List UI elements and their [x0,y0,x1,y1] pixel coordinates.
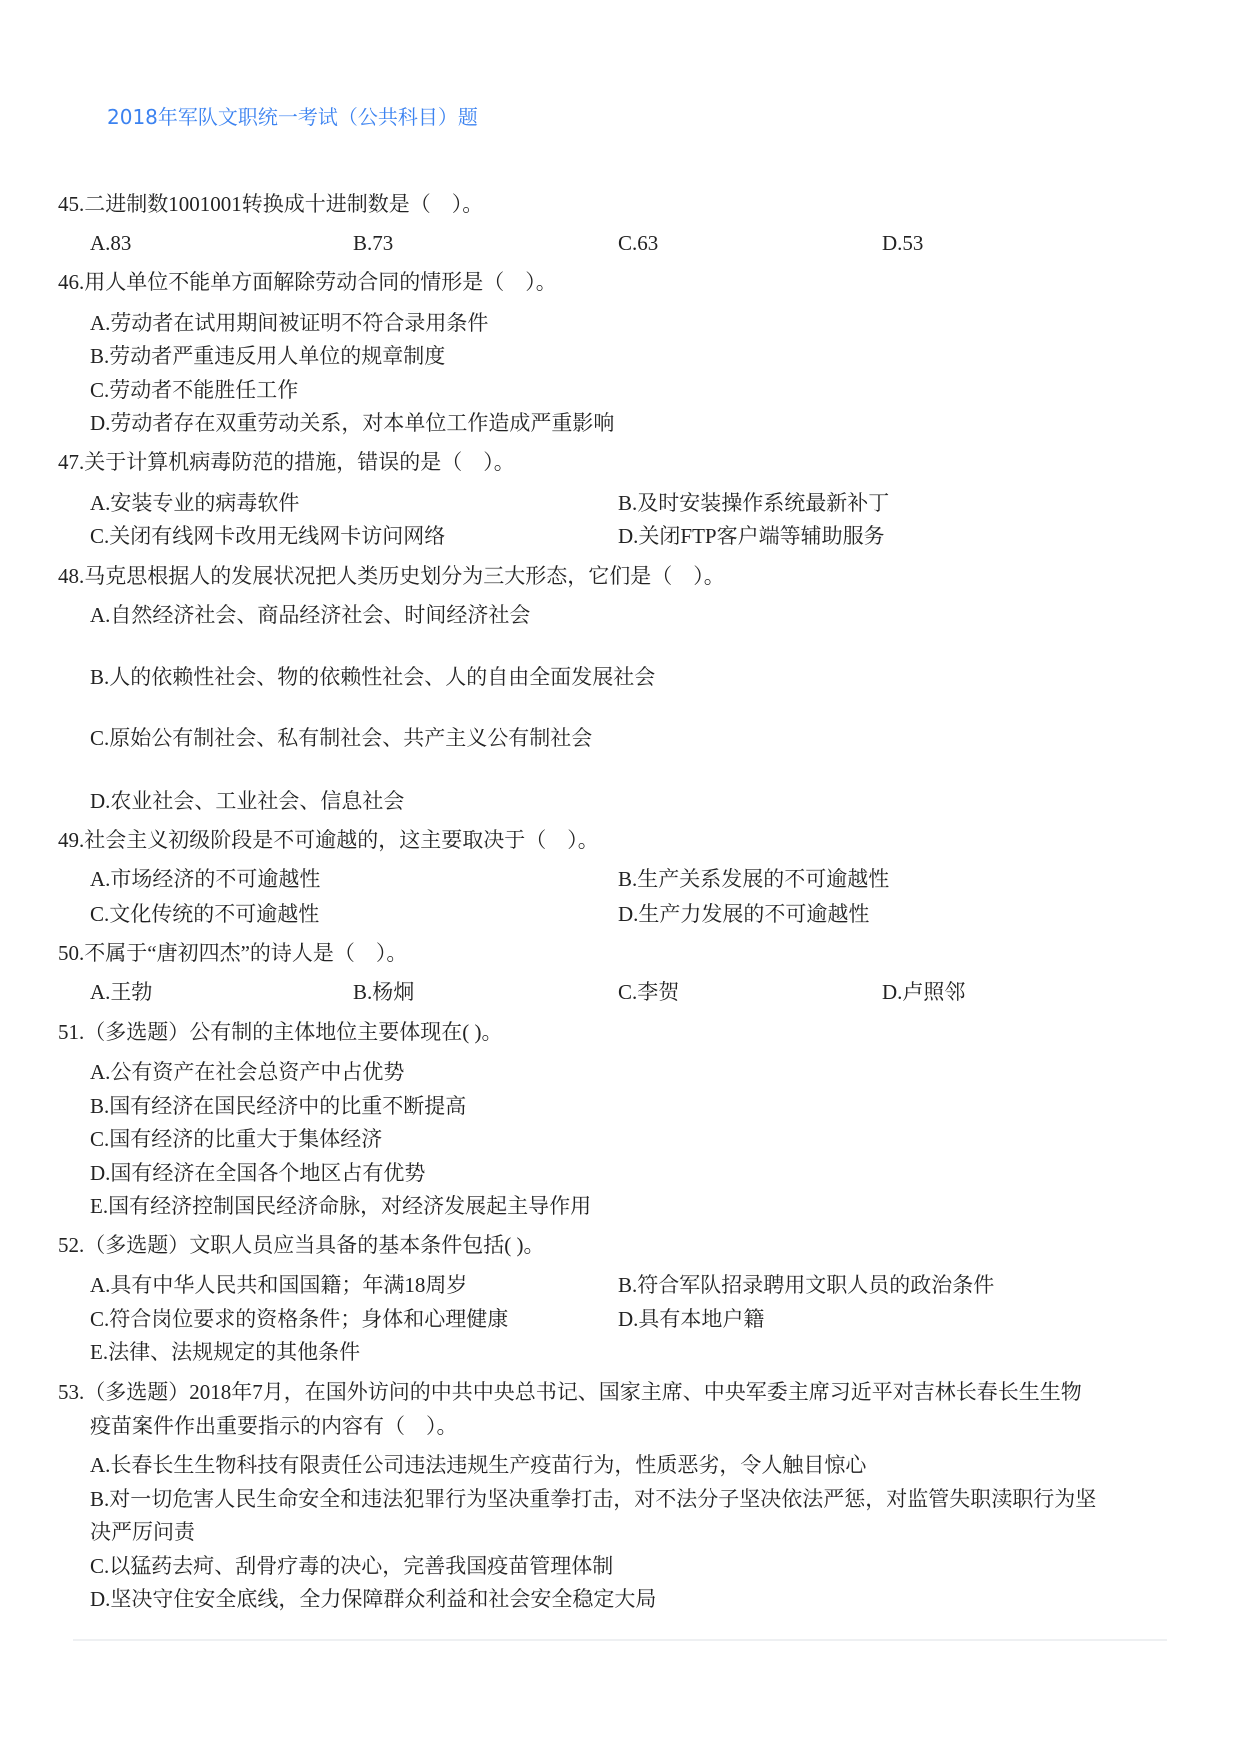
option-b-cont: 决严厉问责 [90,1520,195,1544]
option-b: B.国有经济在国民经济中的比重不断提高 [90,1094,467,1118]
option-c: C.63 [618,231,659,255]
option-a: A.劳动者在试用期间被证明不符合录用条件 [90,311,489,335]
option-a: A.公有资产在社会总资产中占优势 [90,1060,405,1084]
option-c: C.关闭有线网卡改用无线网卡访问网络 [90,524,446,548]
option-a: A.长春长生生物科技有限责任公司违法违规生产疫苗行为，性质恶劣，令人触目惊心 [90,1453,867,1477]
question-46-stem: 46.用人单位不能单方面解除劳动合同的情形是（ ）。 [58,270,557,294]
option-c: C.文化传统的不可逾越性 [90,902,320,926]
option-a: A.83 [90,231,132,255]
option-e: E.法律、法规规定的其他条件 [90,1340,361,1364]
footer-divider [73,1639,1167,1641]
option-b: B.及时安装操作系统最新补丁 [618,491,890,515]
option-a: A.市场经济的不可逾越性 [90,867,321,891]
option-a: A.具有中华人民共和国国籍；年满18周岁 [90,1273,468,1297]
question-48-stem: 48.马克思根据人的发展状况把人类历史划分为三大形态，它们是（ ）。 [58,564,725,588]
option-b: B.符合军队招录聘用文职人员的政治条件 [618,1273,995,1297]
option-b: B.生产关系发展的不可逾越性 [618,867,890,891]
option-d: D.具有本地户籍 [618,1307,765,1331]
option-c: C.以猛药去疴、刮骨疗毒的决心，完善我国疫苗管理体制 [90,1554,614,1578]
option-c: C.李贺 [618,980,680,1004]
option-d: D.劳动者存在双重劳动关系，对本单位工作造成严重影响 [90,411,615,435]
option-b: B.人的依赖性社会、物的依赖性社会、人的自由全面发展社会 [90,665,656,689]
question-52-stem: 52.（多选题）文职人员应当具备的基本条件包括( )。 [58,1233,545,1257]
option-c: C.劳动者不能胜任工作 [90,378,299,402]
question-49-stem: 49.社会主义初级阶段是不可逾越的，这主要取决于（ ）。 [58,828,599,852]
option-a: A.安装专业的病毒软件 [90,491,300,515]
option-c: C.符合岗位要求的资格条件；身体和心理健康 [90,1307,509,1331]
question-45-stem: 45.二进制数1001001转换成十进制数是（ ）。 [58,192,484,216]
option-c: C.原始公有制社会、私有制社会、共产主义公有制社会 [90,726,593,750]
option-d: D.关闭FTP客户端等辅助服务 [618,524,885,548]
option-a: A.自然经济社会、商品经济社会、时间经济社会 [90,603,531,627]
option-d: D.农业社会、工业社会、信息社会 [90,789,405,813]
option-d: D.卢照邻 [882,980,966,1004]
option-d: D.生产力发展的不可逾越性 [618,902,870,926]
option-a: A.王勃 [90,980,153,1004]
question-53-stem: 53.（多选题）2018年7月，在国外访问的中共中央总书记、国家主席、中央军委主席习近平对吉林长春长生生物 [58,1380,1082,1404]
question-47-stem: 47.关于计算机病毒防范的措施，错误的是（ ）。 [58,450,515,474]
option-e: E.国有经济控制国民经济命脉，对经济发展起主导作用 [90,1194,592,1218]
option-d: D.坚决守住安全底线，全力保障群众利益和社会安全稳定大局 [90,1587,657,1611]
option-c: C.国有经济的比重大于集体经济 [90,1127,383,1151]
option-d: D.国有经济在全国各个地区占有优势 [90,1161,426,1185]
question-53-stem-cont: 疫苗案件作出重要指示的内容有（ ）。 [90,1414,458,1438]
option-b: B.73 [353,231,394,255]
option-d: D.53 [882,231,924,255]
question-50-stem: 50.不属于“唐初四杰”的诗人是（ ）。 [58,941,408,965]
option-b: B.杨炯 [353,980,415,1004]
document-title: 2018年军队文职统一考试（公共科目）题 [107,105,478,129]
option-b: B.劳动者严重违反用人单位的规章制度 [90,344,446,368]
option-b: B.对一切危害人民生命安全和违法犯罪行为坚决重拳打击，对不法分子坚决依法严惩，对监管失职渎职行为坚 [90,1487,1097,1511]
question-51-stem: 51.（多选题）公有制的主体地位主要体现在( )。 [58,1020,503,1044]
